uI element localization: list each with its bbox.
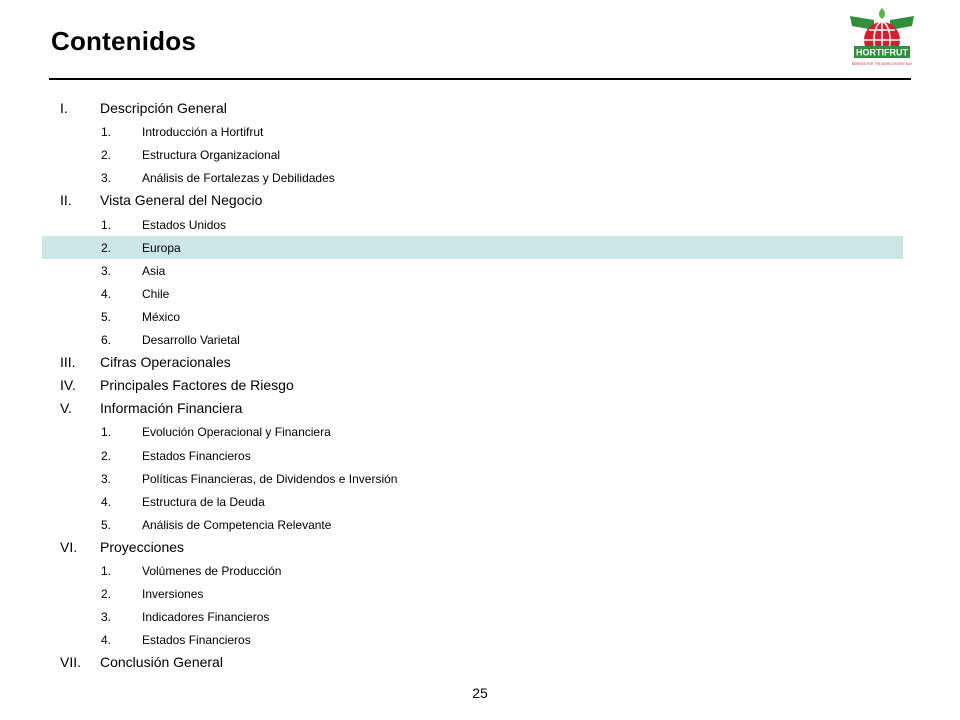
- toc-item-number: 1.: [101, 217, 112, 232]
- toc-item-label: México: [142, 309, 181, 324]
- toc-item-number: 4.: [101, 633, 112, 648]
- toc-subsection: [42, 420, 903, 443]
- toc-subsection: [42, 559, 903, 582]
- toc-subsection: [42, 328, 903, 351]
- toc-subsection: [42, 305, 903, 328]
- toc-section: [42, 374, 903, 397]
- toc-item-label: Inversiones: [142, 587, 204, 602]
- toc-item-label: Introducción a Hortifrut: [142, 125, 264, 140]
- toc-item-label: Europa: [142, 240, 181, 255]
- toc-item-label: Análisis de Fortalezas y Debilidades: [142, 171, 335, 186]
- toc-item-number: 2.: [101, 587, 112, 602]
- toc-item-number: 5.: [101, 517, 112, 532]
- title-rule: [49, 78, 911, 80]
- toc-section: [42, 351, 903, 374]
- toc-item-number: 3.: [101, 263, 112, 278]
- toc-item-label: Chile: [142, 286, 170, 301]
- toc-item-number: 2.: [101, 240, 112, 255]
- toc-subsection: [42, 628, 903, 651]
- toc-item-label: Principales Factores de Riesgo: [100, 377, 294, 394]
- toc-item-label: Información Financiera: [100, 400, 243, 417]
- toc-section: [42, 189, 903, 212]
- toc-item-label: Estados Unidos: [142, 217, 227, 232]
- toc-section: [42, 536, 903, 559]
- toc-item-number: V.: [60, 400, 72, 417]
- toc-item-label: Políticas Financieras, de Dividendos e Inversión: [142, 471, 398, 486]
- toc-section: [42, 651, 903, 674]
- toc-item-number: III.: [60, 354, 76, 371]
- toc-subsection: [42, 444, 903, 467]
- toc-subsection: [42, 582, 903, 605]
- toc-item-number: 3.: [101, 471, 112, 486]
- toc-subsection: [42, 213, 903, 236]
- toc-item-number: 1.: [101, 125, 112, 140]
- toc-item-label: Desarrollo Varietal: [142, 333, 240, 347]
- hortifrut-logo-icon: [848, 6, 916, 72]
- page-number: 25: [472, 685, 488, 701]
- toc-item-number: 1.: [101, 564, 112, 578]
- toc-item-label: Conclusión General: [100, 654, 223, 671]
- toc-item-number: 3.: [101, 171, 112, 186]
- toc-subsection: [42, 166, 903, 189]
- toc-item-label: Descripción General: [100, 100, 227, 116]
- page-title: Contenidos: [51, 26, 196, 56]
- toc-subsection: [42, 490, 903, 513]
- toc-item-label: Cifras Operacionales: [100, 354, 231, 371]
- toc-item-label: Indicadores Financieros: [142, 610, 270, 625]
- toc-section: [42, 397, 903, 420]
- toc-subsection: [42, 259, 903, 282]
- toc-item-label: Evolución Operacional y Financiera: [142, 425, 331, 440]
- toc-item-number: 6.: [101, 333, 112, 347]
- toc-subsection: [42, 282, 903, 305]
- toc-item-label: Análisis de Competencia Relevante: [142, 517, 332, 532]
- toc-section: [42, 97, 903, 120]
- logo-tagline: BERRIES FOR THE WORLD EVERY DAY: [851, 62, 913, 66]
- toc-item-number: 1.: [101, 425, 112, 440]
- toc-item-label: Estructura Organizacional: [142, 148, 281, 163]
- toc-subsection: [42, 120, 903, 143]
- toc-item-label: Volúmenes de Producción: [142, 564, 282, 578]
- toc-item-number: VII.: [60, 654, 82, 671]
- toc-item-number: VI.: [60, 538, 78, 555]
- toc-item-label: Estructura de la Deuda: [142, 494, 265, 509]
- toc-item-number: I.: [60, 100, 68, 116]
- toc-item-number: 3.: [101, 610, 112, 625]
- toc-item-label: Estados Financieros: [142, 633, 251, 648]
- toc-item-label: Proyecciones: [100, 538, 185, 555]
- toc-item-number: 4.: [101, 494, 112, 509]
- toc-item-number: 2.: [101, 148, 112, 163]
- toc-subsection: [42, 467, 903, 490]
- toc-item-label: Estados Financieros: [142, 448, 251, 463]
- toc-item-number: II.: [60, 192, 72, 209]
- company-logo: [848, 6, 916, 72]
- toc-item-label: Asia: [142, 263, 166, 278]
- toc-item-label: Vista General del Negocio: [100, 192, 263, 209]
- logo-text: HORTIFRUT: [856, 47, 908, 58]
- toc-subsection: [42, 605, 903, 628]
- toc-subsection: [42, 236, 903, 259]
- toc-item-number: IV.: [60, 377, 76, 394]
- toc-item-number: 2.: [101, 448, 112, 463]
- toc-item-number: 5.: [101, 309, 112, 324]
- toc-item-number: 4.: [101, 286, 112, 301]
- toc-subsection: [42, 513, 903, 536]
- toc-subsection: [42, 143, 903, 166]
